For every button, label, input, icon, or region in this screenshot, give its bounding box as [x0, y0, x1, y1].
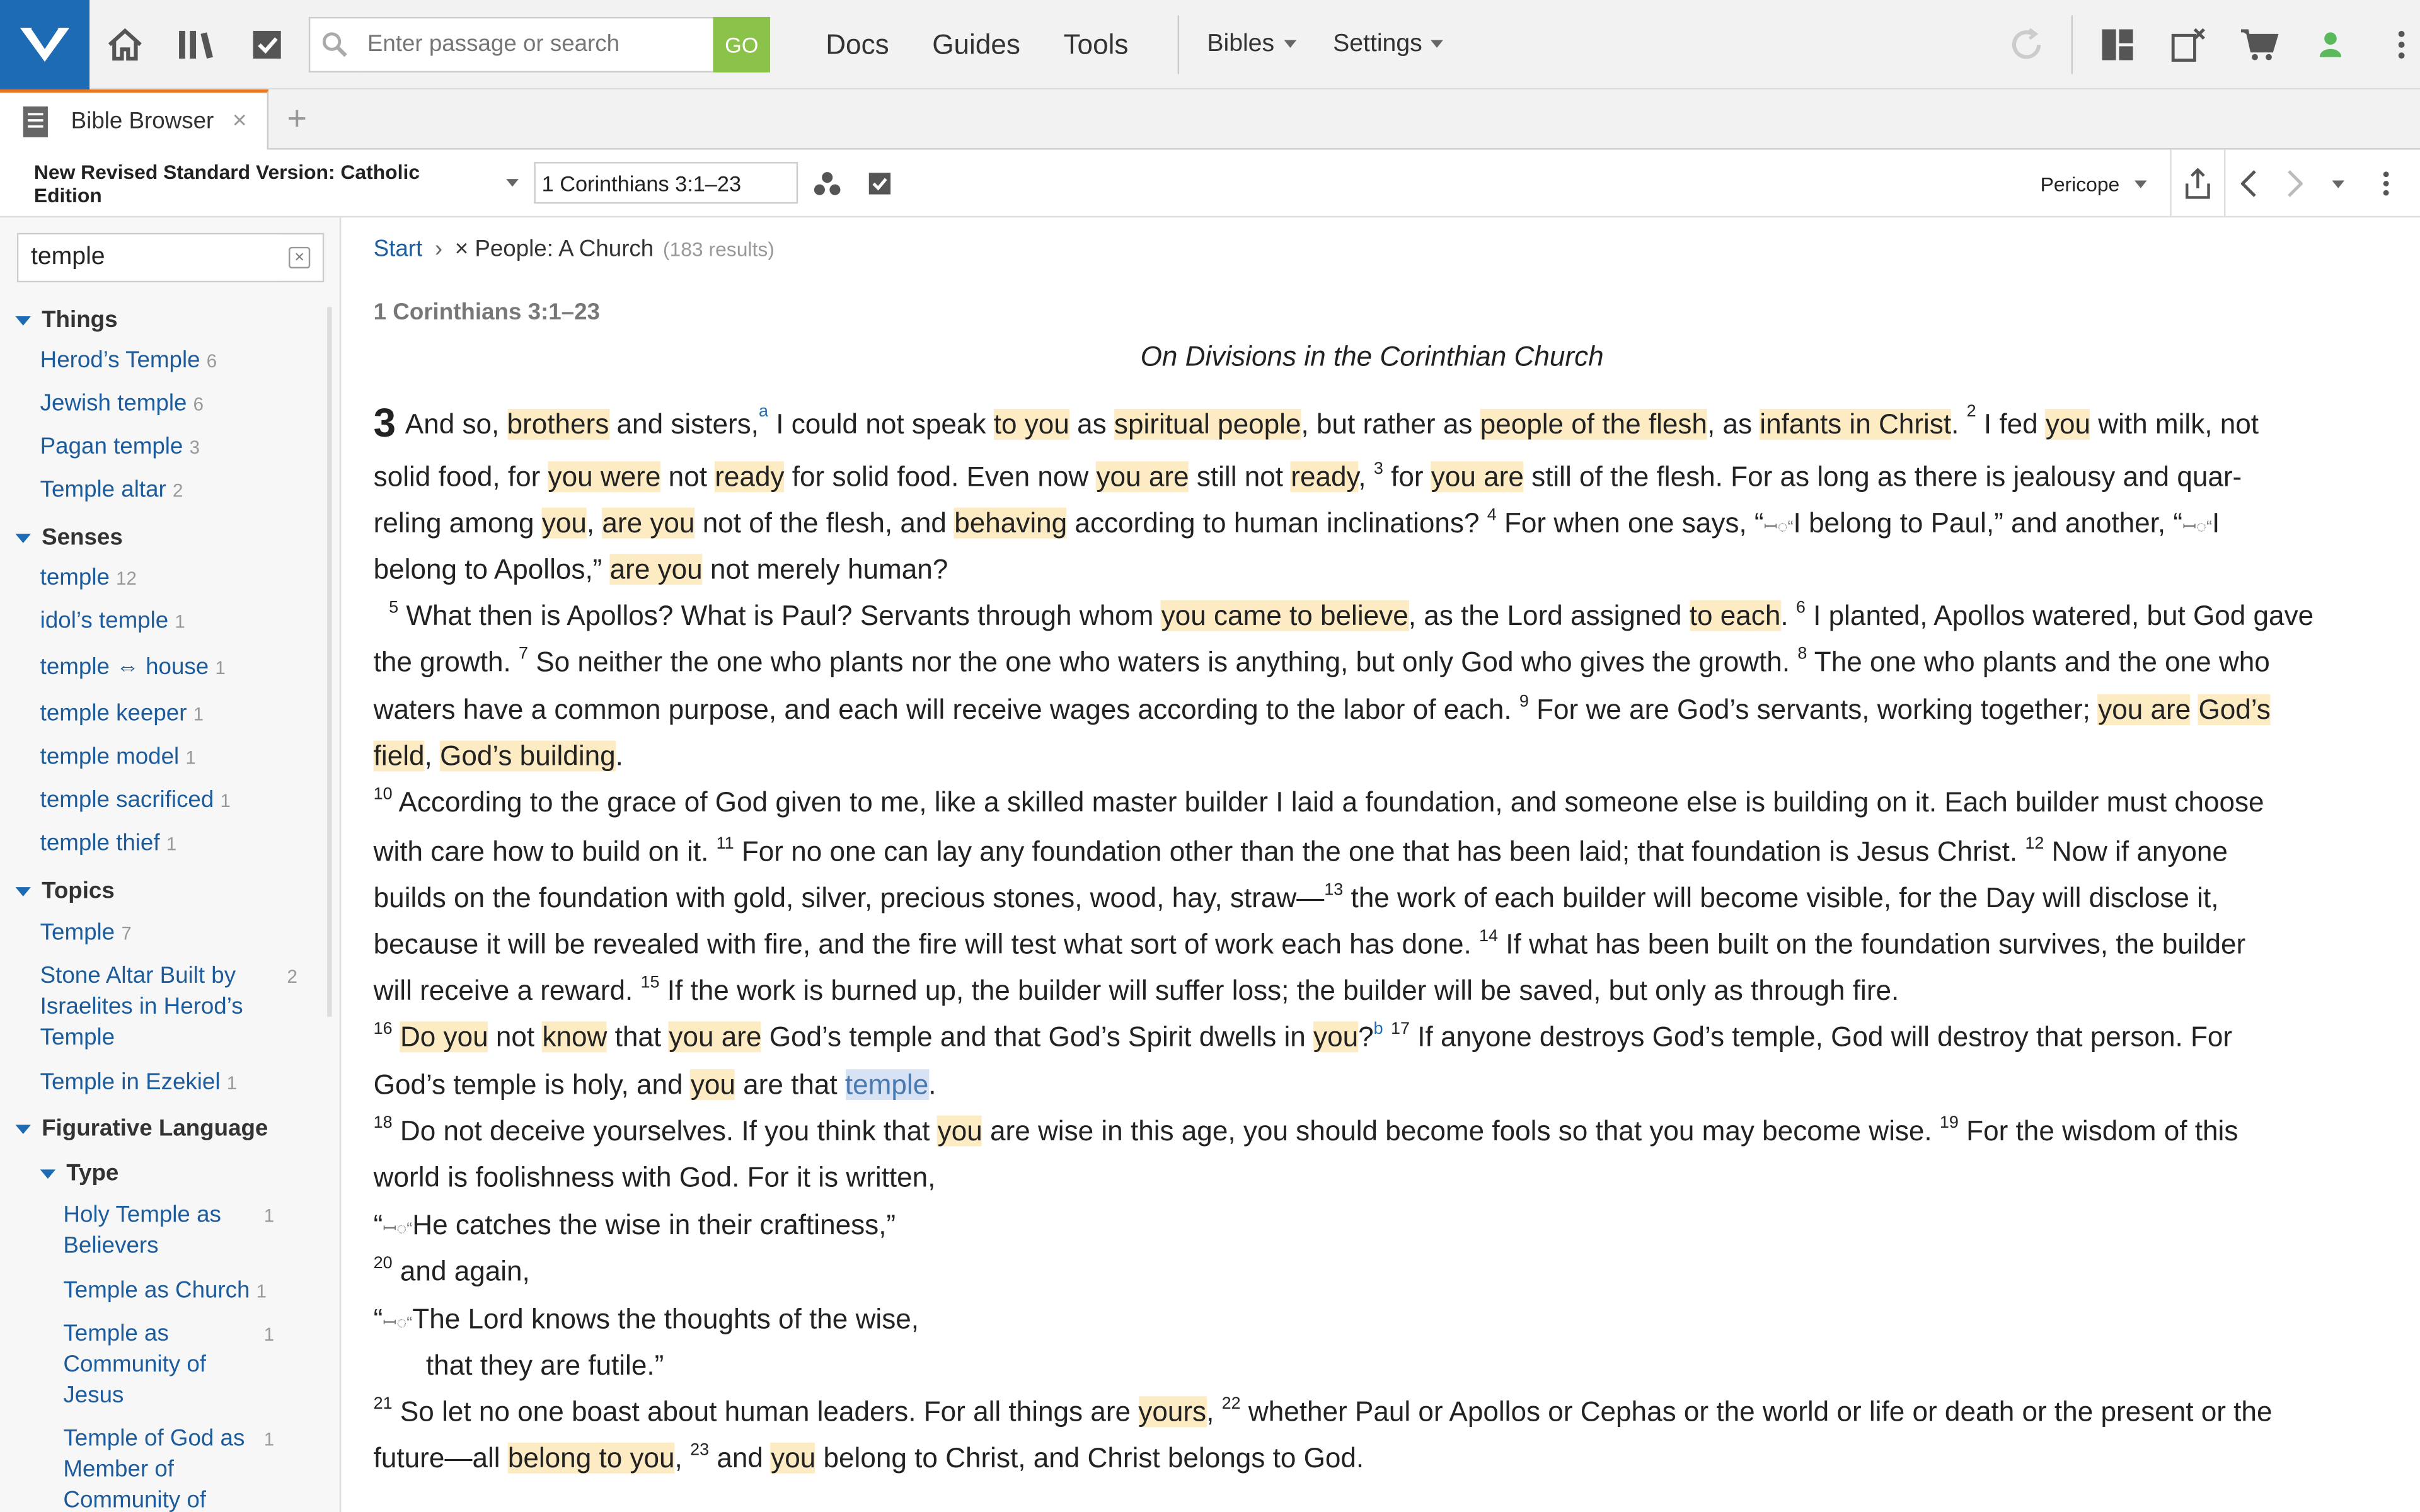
expand-icon — [15, 533, 30, 542]
text-line: $^5$ What then is Apollos? What is Paul? Servants through whom you came to believe, as the Lord assigned to each. $^6$ I planted, Apollos watered, but God gave — [389, 598, 2314, 631]
list-item[interactable]: idol’s temple 1 — [40, 607, 185, 634]
nav-guides[interactable]: Guides — [932, 28, 1020, 60]
text-line: God’s temple is holy, and you are that temple. — [373, 1069, 936, 1101]
top-bar — [0, 0, 2420, 89]
item-count: 1 — [263, 1428, 275, 1451]
panel-toolbar — [0, 150, 2420, 218]
clear-filter-icon[interactable]: × — [289, 247, 310, 268]
pericope-label: Pericope — [2040, 172, 2120, 195]
chapter-number: 3 — [373, 399, 396, 446]
list-item[interactable]: temple keeper 1 — [40, 700, 204, 727]
expand-icon — [40, 1169, 55, 1178]
filter-box — [17, 233, 324, 282]
bibles-label: Bibles — [1207, 30, 1275, 57]
reference-input[interactable] — [534, 162, 798, 203]
list-item[interactable]: Temple altar 2 — [40, 476, 183, 503]
more-menu-icon[interactable] — [2366, 0, 2420, 89]
section-type[interactable] — [40, 1160, 119, 1187]
section-label: Type — [66, 1160, 119, 1187]
logos-logo[interactable] — [0, 0, 89, 89]
text-line: $^{16}$ Do you not know that you are God’s temple and that God’s Spirit dwells in you?$^b$ $^{17}$ If anyone destroys God’s temple, God will destroy that person. For — [373, 1019, 2233, 1053]
text-line: that they are futile.” — [425, 1349, 664, 1381]
breadcrumb-start[interactable]: Start — [373, 236, 423, 263]
text-line: world is foolishness with God. For it is written, — [373, 1162, 936, 1193]
checklist-icon[interactable] — [231, 0, 302, 89]
text-line: “ꟷ◌“The Lord knows the thoughts of the wise, — [373, 1303, 919, 1335]
visual-filters-icon[interactable] — [801, 149, 853, 217]
settings-menu[interactable] — [1315, 30, 1463, 58]
section-figurative-language[interactable] — [15, 1116, 268, 1142]
results-count: (183 results) — [662, 238, 775, 261]
library-icon[interactable] — [161, 0, 232, 89]
text-line: will receive a reward. $^{15}$ If the work is burned up, the builder will suffer loss; the builder will be saved, but only as through fire. — [373, 973, 1899, 1006]
text-line: belong to Apollos,” are you not merely human? — [373, 554, 948, 585]
divider — [1178, 14, 1179, 73]
list-item[interactable]: temple model 1 — [40, 743, 196, 770]
list-item[interactable]: Pagan temple 3 — [40, 433, 200, 460]
text-line: reling among you, are you not of the flesh, and behaving according to human inclinations? $^4$ For when one says, “ꟷ◌“I belong to Paul,” and another, “ꟷ◌“I — [373, 506, 2220, 539]
chevron-down-icon — [1284, 40, 1296, 48]
sync-icon[interactable] — [1991, 0, 2062, 89]
cart-icon[interactable] — [2224, 0, 2295, 89]
text-line: $^{21}$ So let no one boast about human leaders. For all things are yours, $^{22}$ whether Paul or Apollos or Cephas or the world or life or death or the present or the — [373, 1394, 2273, 1428]
bible-text-panel — [343, 217, 2420, 1512]
breadcrumb-separator: › — [434, 236, 443, 263]
settings-label: Settings — [1333, 30, 1422, 57]
section-label: Things — [42, 307, 118, 333]
list-item[interactable]: temple thief 1 — [40, 830, 177, 857]
topbar-right — [1991, 0, 2420, 89]
text-line: waters have a common purpose, and each will receive wages according to the labor of each. $^9$ For we are God’s servants, working together; you are God’s — [373, 692, 2271, 726]
bibles-menu[interactable] — [1189, 30, 1315, 58]
panel-menu-icon[interactable] — [2358, 150, 2414, 218]
section-label: Figurative Language — [42, 1115, 268, 1142]
passage-search — [309, 16, 770, 72]
checkbox-icon[interactable] — [853, 149, 906, 217]
tab-bible-browser[interactable] — [0, 89, 268, 150]
item-count: 2 — [287, 966, 297, 988]
home-icon[interactable] — [89, 0, 161, 89]
list-item[interactable]: Temple 7 — [40, 919, 132, 946]
chevron-down-icon — [506, 179, 519, 186]
breadcrumb — [374, 236, 775, 263]
text-line: $^{10}$ According to the grace of God given to me, like a skilled master builder I laid a foundation, and someone else is building on it. Each builder must choose — [373, 785, 2264, 818]
version-label: New Revised Standard Version: Catholic Edition — [33, 159, 420, 206]
add-tab-button[interactable]: + — [287, 98, 308, 137]
item-count: 1 — [263, 1205, 275, 1227]
text-line: builds on the foundation with gold, silver, precious stones, wood, hay, straw—$^{13}$ the work of each builder will become visible, for the Day will disclose it, — [373, 881, 2219, 914]
filter-input[interactable] — [18, 234, 280, 280]
expand-icon — [15, 1124, 30, 1133]
breadcrumb-filter[interactable]: × People: A Church — [454, 236, 654, 263]
list-item[interactable]: Temple as Church 1 — [63, 1277, 267, 1304]
divider — [2071, 15, 2073, 74]
list-item[interactable]: Jewish temple 6 — [40, 390, 204, 417]
pericope-select[interactable] — [2041, 150, 2148, 218]
list-item[interactable]: Temple of God as Member of Community of — [63, 1425, 245, 1512]
close-panels-icon[interactable] — [2153, 0, 2224, 89]
close-tab-icon[interactable]: × — [232, 107, 247, 134]
section-label: Topics — [42, 878, 115, 905]
list-item[interactable]: Temple as Community of Jesus — [63, 1320, 207, 1409]
section-things[interactable] — [15, 307, 117, 333]
back-icon[interactable] — [2225, 150, 2271, 218]
search-icon — [309, 16, 358, 72]
section-senses[interactable] — [15, 525, 122, 551]
toolbar-right — [2170, 150, 2414, 218]
pericope-title: On Divisions in the Corinthian Church — [1140, 341, 1604, 372]
expand-icon — [15, 886, 30, 896]
tab-bar — [0, 89, 2420, 150]
text-line: field, God’s building. — [373, 740, 623, 772]
document-icon — [21, 104, 49, 138]
expand-icon — [15, 316, 30, 325]
account-icon[interactable] — [2295, 0, 2366, 89]
share-icon[interactable] — [2172, 150, 2224, 218]
text-line: because it will be revealed with fire, and the fire will test what sort of work each has done. $^{14}$ If what has been built on the foundation survives, the builder — [373, 927, 2246, 960]
list-item[interactable]: Holy Temple as Believers — [63, 1201, 221, 1259]
text-line: future—all belong to you, $^{23}$ and you belong to Christ, and Christ belongs to God. — [373, 1441, 1364, 1474]
text-line: $^{18}$ Do not deceive yourselves. If you think that you are wise in this age, you should become fools so that you may become wise. $^{19}$ For the wisdom of this — [373, 1114, 2238, 1147]
search-input[interactable] — [358, 16, 713, 72]
sidebar-scrollbar[interactable] — [327, 307, 331, 1017]
list-item[interactable]: temple sacrificed 1 — [40, 786, 231, 813]
tab-label: Bible Browser — [71, 108, 214, 135]
layouts-icon[interactable] — [2082, 0, 2153, 89]
history-dropdown-icon[interactable] — [2318, 150, 2358, 218]
passage-reference: 1 Corinthians 3:1–23 — [373, 299, 600, 326]
list-item[interactable]: temple ⇔ house 1 — [40, 654, 226, 681]
text-line: solid food, for you were not ready for solid food. Even now you are still not ready, $^3$ for you are still of the flesh. For as long as there is jealousy and quar- — [373, 459, 2242, 493]
forward-icon[interactable] — [2272, 150, 2318, 218]
nav-tools[interactable]: Tools — [1063, 28, 1129, 60]
item-count: 1 — [263, 1324, 275, 1346]
go-button[interactable]: GO — [713, 16, 770, 72]
list-item[interactable]: temple 12 — [40, 564, 137, 591]
nav-docs[interactable]: Docs — [826, 28, 889, 60]
list-item[interactable]: Herod’s Temple 6 — [40, 347, 217, 374]
text-line: the growth. $^7$ So neither the one who plants nor the one who waters is anything, but only God who gives the growth. $^8$ The one who plants and the one who — [373, 644, 2270, 678]
chevron-down-icon — [2135, 180, 2148, 187]
list-item[interactable]: Stone Altar Built by Israelites in Herod’s Temple — [40, 963, 243, 1051]
section-label: Senses — [42, 524, 123, 551]
text-line: $^{20}$ and again, — [373, 1254, 530, 1287]
text-line: “ꟷ◌“He catches the wise in their craftiness,” — [373, 1210, 896, 1240]
filter-sidebar — [0, 217, 341, 1512]
section-topics[interactable] — [15, 878, 114, 904]
version-select[interactable] — [0, 159, 519, 205]
text-line: 3 And so, brothers and sisters,$^a$ I could not speak to you as spiritual people, but rather as people of the flesh, as infants in Christ. $^2$ I fed you with milk, not — [373, 399, 2259, 446]
chevron-down-icon — [1431, 40, 1444, 48]
list-item[interactable]: Temple in Ezekiel 1 — [40, 1069, 238, 1096]
text-line: with care how to build on it. $^{11}$ For no one can lay any foundation other than the one that has been laid; that foundation is Jesus Christ. $^{12}$ Now if anyone — [373, 834, 2228, 868]
